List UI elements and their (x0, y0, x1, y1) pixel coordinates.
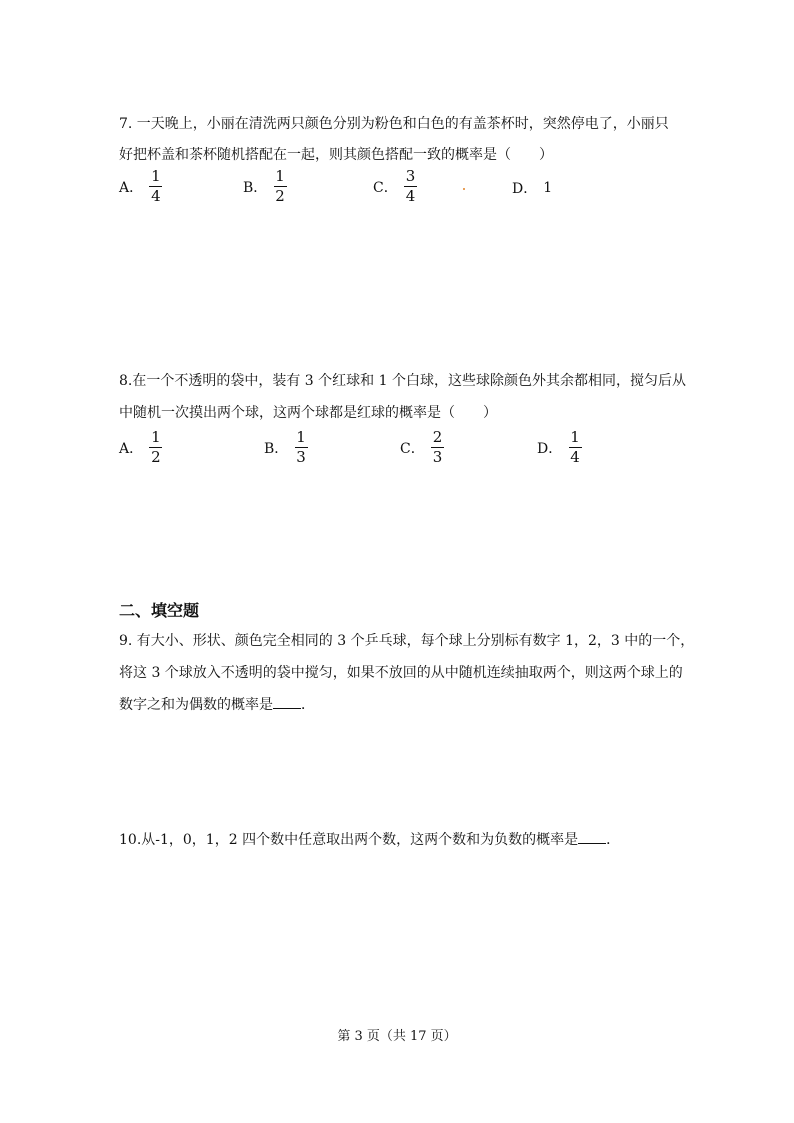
numerator: 1 (570, 428, 580, 446)
option-label: D． (512, 181, 538, 197)
q8-option-d[interactable] (537, 429, 582, 466)
q8-option-a[interactable] (119, 429, 163, 466)
denominator: 2 (275, 187, 285, 205)
numerator: 1 (151, 428, 161, 446)
q10-line-text: 10.从-1，0，1，2 四个数中任意取出两个数，这两个数和为负数的概率是 (119, 832, 579, 848)
denominator: 4 (405, 187, 416, 205)
q7-option-a[interactable] (119, 168, 163, 205)
q9-line-3-end: ． (301, 697, 315, 713)
option-label: C． (373, 179, 398, 196)
q9-line-3 (119, 694, 315, 715)
q7-option-b[interactable] (243, 168, 287, 205)
q10-line-end: ． (606, 832, 621, 848)
denominator: 3 (296, 448, 306, 466)
option-label: C． (400, 440, 425, 457)
q7-option-d[interactable] (512, 178, 552, 198)
q7-line-2: 好把杯盖和茶杯随机搭配在一起，则其颜色搭配一致的概率是（ ） (119, 147, 553, 163)
fraction (149, 429, 163, 466)
numerator: 2 (432, 428, 443, 446)
stray-dot (463, 188, 465, 190)
q8-line-2: 中随机一次摸出两个球，这两个球都是红球的概率是（ ） (119, 405, 497, 421)
option-value: 1 (543, 180, 553, 196)
option-label: B． (243, 179, 268, 196)
denominator: 3 (432, 448, 443, 466)
q9-line-1: 9. 有大小、形状、颜色完全相同的 3 个乒乓球，每个球上分别标有数字 1，2，3 中的一个， (119, 633, 695, 649)
answer-blank[interactable] (578, 829, 606, 844)
fraction (149, 168, 163, 205)
q9-line-3-text: 数字之和为偶数的概率是 (119, 697, 273, 713)
option-label: A． (119, 179, 144, 196)
fraction (273, 168, 287, 205)
page-footer: 第 3 页（共 17 页） (337, 1029, 457, 1044)
fraction (431, 429, 445, 466)
q7-option-c[interactable] (373, 168, 417, 205)
section-heading: 二、填空题 (119, 601, 200, 620)
q8-line-1: 8.在一个不透明的袋中，装有 3 个红球和 1 个白球，这些球除颜色外其余都相同，搅匀后从 (119, 373, 686, 389)
denominator: 4 (151, 187, 161, 205)
numerator: 1 (275, 167, 285, 185)
q10-line-1 (119, 829, 620, 850)
denominator: 2 (151, 448, 161, 466)
denominator: 4 (570, 448, 580, 466)
fraction (404, 168, 418, 205)
q7-line-1: 7. 一天晚上，小丽在清洗两只颜色分别为粉色和白色的有盖茶杯时，突然停电了，小丽只 (119, 116, 669, 132)
answer-blank[interactable] (273, 694, 301, 709)
fraction (568, 429, 582, 466)
option-label: D． (537, 440, 563, 457)
q8-option-b[interactable] (264, 429, 308, 466)
q9-line-2: 将这 3 个球放入不透明的袋中搅匀，如果不放回的从中随机连续抽取两个，则这两个球上的 (119, 665, 683, 681)
q8-option-c[interactable] (400, 429, 444, 466)
numerator: 1 (296, 428, 306, 446)
option-label: A． (119, 440, 144, 457)
fraction (294, 429, 308, 466)
numerator: 1 (151, 167, 161, 185)
numerator: 3 (405, 167, 416, 185)
option-label: B． (264, 440, 289, 457)
